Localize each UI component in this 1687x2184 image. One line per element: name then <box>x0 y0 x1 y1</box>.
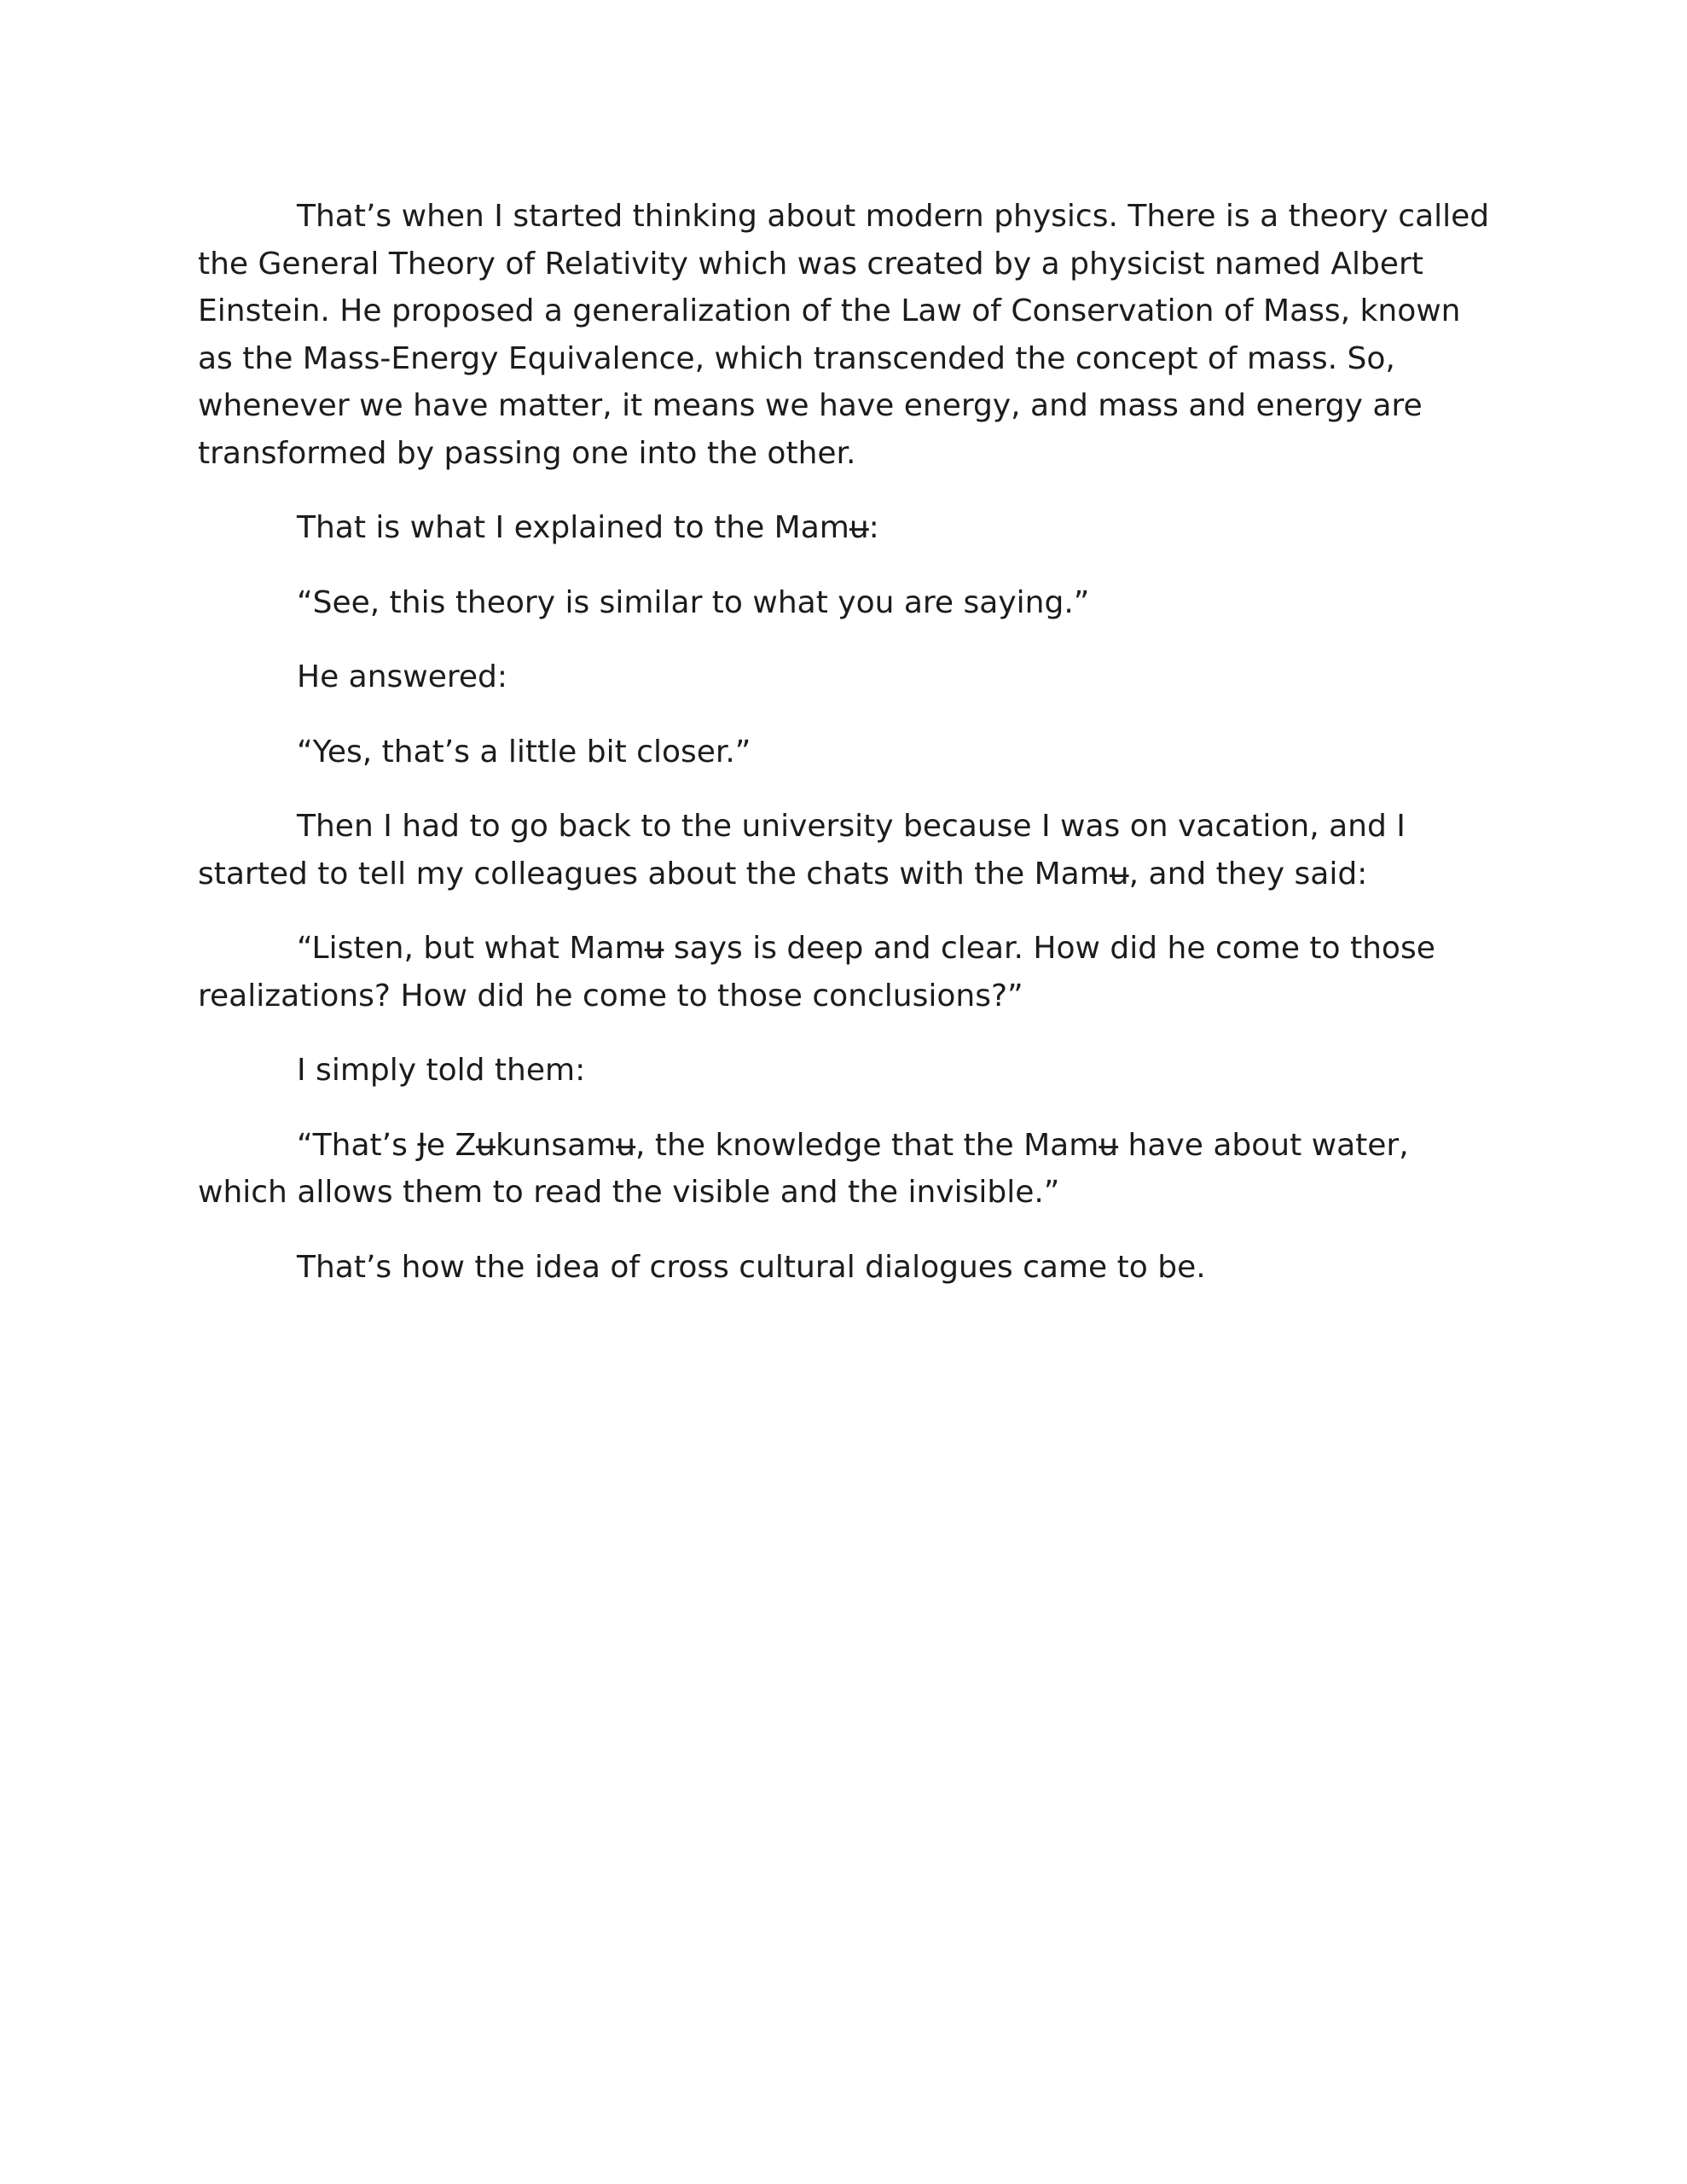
paragraph-modern-physics: That’s when I started thinking about modern physics. There is a theory called the General Theory of Relativity which was created by a physicist named Albert Einstein. He proposed a generalization of the Law of Conservation of Mass, known as the Mass-Energy Equivalence, which transcended the concept of mass. So, whenever we have matter, it means we have energy, and mass and energy are transformed by passing one into the other. <box>198 199 1490 471</box>
paragraph-he-answered: He answered: <box>297 659 508 694</box>
paragraph-simply-told-them: I simply told them: <box>297 1053 586 1088</box>
paragraph-little-bit-closer: “Yes, that’s a little bit closer.” <box>297 734 751 770</box>
paragraph-see-this-theory: “See, this theory is similar to what you are saying.” <box>297 584 1090 620</box>
paragraph-knowledge-about-water: “That’s Ɉe Zʉkunsamʉ, the knowledge that the Mamʉ have about water, which allows them to read the visible and the invisible.” <box>198 1127 1409 1210</box>
document-body <box>198 193 1503 1318</box>
paragraph-cross-cultural-dialogues: That’s how the idea of cross cultural dialogues came to be. <box>297 1249 1206 1285</box>
paragraph-back-to-university: Then I had to go back to the university because I was on vacation, and I started to tell my colleagues about the chats with the Mamʉ, and they said: <box>198 809 1406 892</box>
paragraph-listen-deep-and-clear: “Listen, but what Mamʉ says is deep and clear. How did he come to those realizations? How did he come to those conclusions?” <box>198 931 1435 1014</box>
paragraph-explained-to-mamu: That is what I explained to the Mamʉ: <box>297 510 879 545</box>
